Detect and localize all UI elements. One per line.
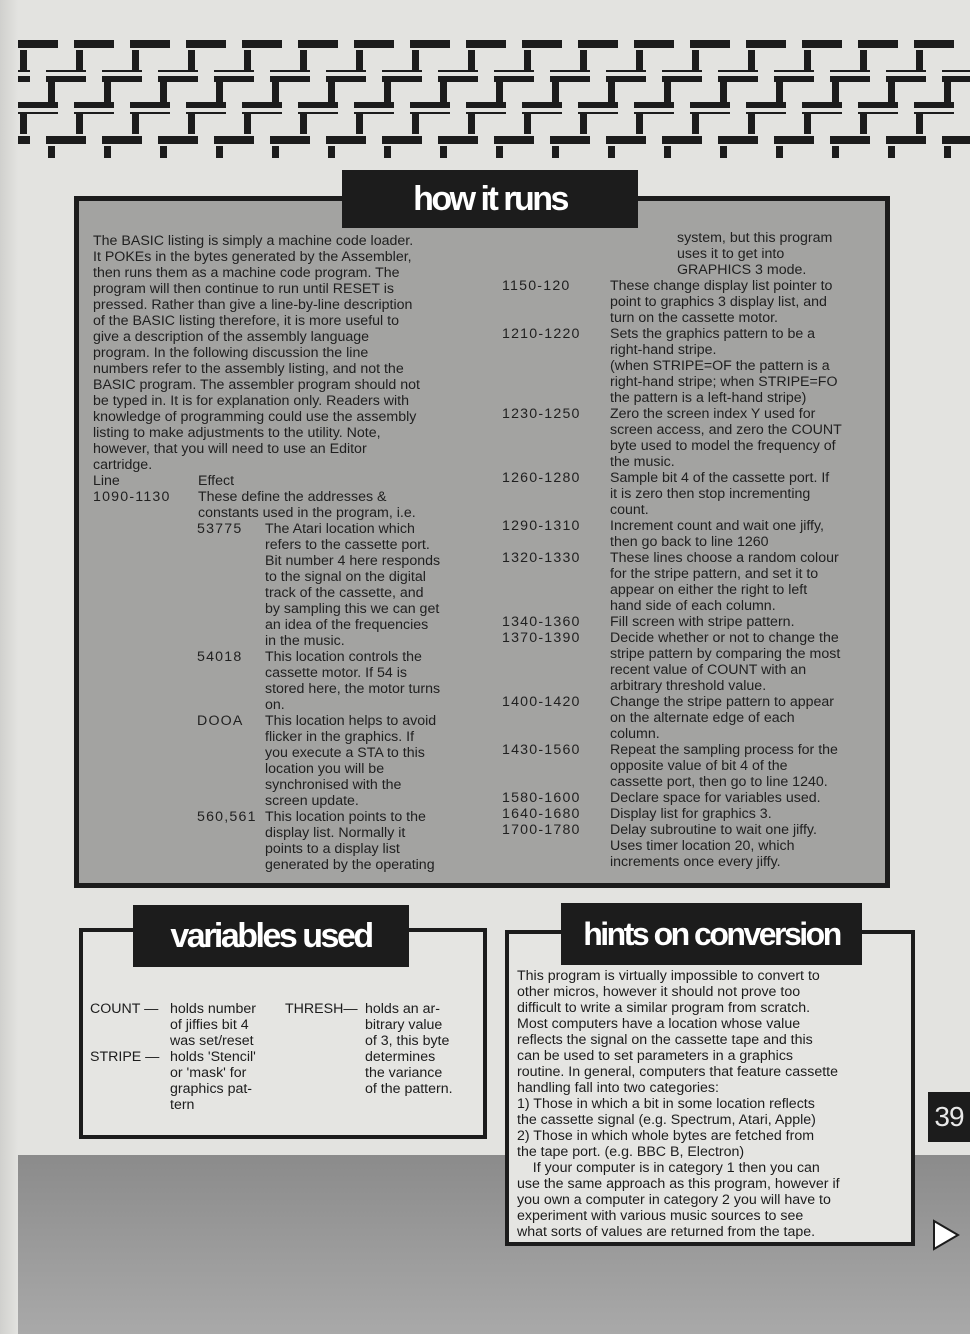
line-number: 1640-1680 xyxy=(502,806,581,822)
text-line: for the stripe pattern, and set it to xyxy=(610,566,819,582)
text-line: right-hand stripe; when STRIPE=FO xyxy=(610,374,838,390)
text-line: These change display list pointer to xyxy=(610,278,833,294)
line-effect xyxy=(610,518,887,550)
line-effect xyxy=(610,742,887,790)
text-line: cassette motor. If 54 is xyxy=(265,665,407,681)
line-entry xyxy=(502,470,887,518)
text-line: point to graphics 3 display list, and xyxy=(610,294,827,310)
line-effect xyxy=(610,822,887,870)
text-line: This location helps to avoid xyxy=(265,713,437,729)
variable-entry xyxy=(90,1001,280,1049)
line-effect xyxy=(610,550,887,614)
variables-right-column xyxy=(285,1001,475,1097)
text-line: the cassette signal (e.g. Spectrum, Atari, Apple) xyxy=(517,1112,816,1128)
line-effect xyxy=(610,806,887,822)
text-line: or 'mask' for xyxy=(170,1065,247,1081)
text-line: pressed. Rather than give a line-by-line description xyxy=(93,297,413,313)
text-line: Uses timer location 20, which xyxy=(610,838,795,854)
location-description xyxy=(265,649,487,713)
location-address: 53775 xyxy=(197,521,243,537)
line-entry xyxy=(502,630,887,694)
text-line: experiment with various music sources to see xyxy=(517,1208,804,1224)
text-line: numbers refer to the assembly listing, and not the xyxy=(93,361,404,377)
variable-description xyxy=(170,1001,280,1049)
continuation-text xyxy=(502,230,887,278)
text-line: synchronised with the xyxy=(265,777,402,793)
text-line: of 3, this byte xyxy=(365,1033,450,1049)
text-line: in the music. xyxy=(265,633,345,649)
line-number: 1090-1130 xyxy=(93,489,171,505)
text-line: generated by the operating xyxy=(265,857,435,873)
line-effect xyxy=(610,326,887,406)
text-line: use the same approach as this program, however if xyxy=(517,1176,840,1192)
text-line: This location controls the xyxy=(265,649,422,665)
text-line: holds 'Stencil' xyxy=(170,1049,256,1065)
text-line: track of the cassette, and xyxy=(265,585,424,601)
location-entry xyxy=(197,809,487,873)
text-line: constants used in the program, i.e. xyxy=(198,505,416,521)
column-headings xyxy=(93,473,485,489)
line-effect xyxy=(610,790,887,806)
location-description xyxy=(265,521,487,649)
text-line: by sampling this we can get xyxy=(265,601,440,617)
text-line: screen update. xyxy=(265,793,359,809)
entry-effect xyxy=(198,489,416,521)
hints-on-conversion-title: hints on conversion xyxy=(561,903,862,965)
variables-used-title: variables used xyxy=(133,905,409,967)
text-line: cartridge. xyxy=(93,457,153,473)
text-line: the variance xyxy=(365,1065,443,1081)
location-entry xyxy=(197,521,487,649)
text-line: then go back to line 1260 xyxy=(610,534,769,550)
intro-paragraph xyxy=(93,233,485,473)
line-number: 1210-1220 xyxy=(502,326,581,342)
text-line: refers to the cassette port. xyxy=(265,537,430,553)
decorative-stripe-header xyxy=(18,38,970,158)
variable-description xyxy=(170,1049,280,1113)
line-entry xyxy=(502,614,887,630)
line-effect xyxy=(610,614,887,630)
hints-body xyxy=(517,968,909,1240)
text-line: stripe pattern by comparing the most xyxy=(610,646,841,662)
text-line: turn on the cassette motor. xyxy=(610,310,778,326)
text-line: Increment count and wait one jiffy, xyxy=(610,518,824,534)
page-number: 39 xyxy=(928,1092,970,1142)
text-line: system, but this program xyxy=(677,230,833,246)
text-line: appear on either the right to left xyxy=(610,582,808,598)
text-line: was set/reset xyxy=(170,1033,254,1049)
line-entry-list xyxy=(502,278,887,870)
location-entry xyxy=(197,649,487,713)
line-number: 1150-120 xyxy=(502,278,571,294)
text-line: can be used to set parameters in a graphics xyxy=(517,1048,794,1064)
text-line: Bit number 4 here responds xyxy=(265,553,441,569)
text-line: graphics pat- xyxy=(170,1081,253,1097)
location-entry xyxy=(197,713,487,809)
text-line: holds number xyxy=(170,1001,256,1017)
variable-entry xyxy=(90,1049,280,1113)
variable-name: COUNT — xyxy=(90,1001,159,1017)
text-line: you own a computer in category 2 you will have to xyxy=(517,1192,831,1208)
text-line: opposite value of bit 4 of the xyxy=(610,758,788,774)
line-number: 1320-1330 xyxy=(502,550,581,566)
text-line: These lines choose a random colour xyxy=(610,550,839,566)
how-it-runs-right-column xyxy=(502,230,887,870)
text-line: difficult to write a similar program from scratch. xyxy=(517,1000,811,1016)
effect-heading: Effect xyxy=(198,473,235,489)
text-line: knowledge of programming could use the assembly xyxy=(93,409,417,425)
line-number: 1290-1310 xyxy=(502,518,581,534)
location-address: 560,561 xyxy=(197,809,257,825)
text-line: uses it to get into xyxy=(677,246,785,262)
text-line: location you will be xyxy=(265,761,385,777)
text-line: Most computers have a location whose value xyxy=(517,1016,801,1032)
line-number: 1700-1780 xyxy=(502,822,581,838)
text-line: This location points to the xyxy=(265,809,426,825)
page-left-shadow xyxy=(0,0,18,1334)
line-effect xyxy=(610,630,887,694)
text-line: then runs them as a machine code program. The xyxy=(93,265,400,281)
text-line: be typed in. It is for explanation only. Readers with xyxy=(93,393,409,409)
text-line: The Atari location which xyxy=(265,521,415,537)
location-list xyxy=(197,521,487,873)
text-line: stored here, the motor turns xyxy=(265,681,441,697)
text-line: on. xyxy=(265,697,285,713)
location-description xyxy=(265,809,487,873)
line-number: 1340-1360 xyxy=(502,614,581,630)
variable-name: STRIPE — xyxy=(90,1049,160,1065)
line-number: 1430-1560 xyxy=(502,742,581,758)
how-it-runs-title: how it runs xyxy=(342,170,638,228)
text-line: These define the addresses & xyxy=(198,489,387,505)
text-line: bitrary value xyxy=(365,1017,443,1033)
text-line: points to a display list xyxy=(265,841,400,857)
text-line: you execute a STA to this xyxy=(265,745,425,761)
text-line: of jiffies bit 4 xyxy=(170,1017,249,1033)
location-address: 54018 xyxy=(197,649,243,665)
variable-name: THRESH— xyxy=(285,1001,358,1017)
text-line: to the signal on the digital xyxy=(265,569,426,585)
line-number: 1370-1390 xyxy=(502,630,581,646)
text-line: Decide whether or not to change the xyxy=(610,630,839,646)
text-line: tern xyxy=(170,1097,195,1113)
next-page-arrow-icon[interactable] xyxy=(931,1218,961,1252)
line-entry xyxy=(502,550,887,614)
text-line: BASIC program. The assembler program should not xyxy=(93,377,420,393)
text-line: listing to make adjustments to the utility. Note, xyxy=(93,425,381,441)
location-address: DOOA xyxy=(197,713,244,729)
text-line: column. xyxy=(610,726,660,742)
text-line: program. In the following discussion the line xyxy=(93,345,369,361)
line-number: 1260-1280 xyxy=(502,470,581,486)
line-entry xyxy=(502,790,887,806)
line-heading: Line xyxy=(93,473,120,489)
text-line: hand side of each column. xyxy=(610,598,776,614)
text-line: the music. xyxy=(610,454,675,470)
text-line: an idea of the frequencies xyxy=(265,617,429,633)
line-entry xyxy=(502,326,887,406)
line-entry xyxy=(502,822,887,870)
line-effect xyxy=(610,406,887,470)
line-effect xyxy=(610,470,887,518)
variable-entry xyxy=(285,1001,475,1097)
text-line: routine. In general, computers that feature cassette xyxy=(517,1064,838,1080)
text-line: arbitrary threshold value. xyxy=(610,678,767,694)
text-line: increments once every jiffy. xyxy=(610,854,781,870)
text-line: Display list for graphics 3. xyxy=(610,806,772,822)
line-effect xyxy=(610,694,887,742)
text-line: count. xyxy=(610,502,649,518)
line-entry xyxy=(502,278,887,326)
text-line: recent value of COUNT with an xyxy=(610,662,807,678)
location-description xyxy=(265,713,487,809)
text-line: This program is virtually impossible to convert to xyxy=(517,968,820,984)
text-line: of the BASIC listing therefore, it is more useful to xyxy=(93,313,399,329)
text-line: GRAPHICS 3 mode. xyxy=(677,262,807,278)
line-number: 1230-1250 xyxy=(502,406,581,422)
text-line: 2) Those in which whole bytes are fetched from xyxy=(517,1128,815,1144)
text-line: 1) Those in which a bit in some location reflects xyxy=(517,1096,815,1112)
line-effect xyxy=(610,278,887,326)
line-number: 1580-1600 xyxy=(502,790,581,806)
line-entry xyxy=(502,742,887,790)
text-line: what sorts of values are returned from the tape. xyxy=(517,1224,816,1240)
text-line: It POKEs in the bytes generated by the Assembler, xyxy=(93,249,412,265)
text-line: determines xyxy=(365,1049,436,1065)
text-line: program will then continue to run until RESET is xyxy=(93,281,394,297)
text-line: reflects the signal on the cassette tape and this xyxy=(517,1032,813,1048)
line-entry xyxy=(502,406,887,470)
text-line: handling fall into two categories: xyxy=(517,1080,719,1096)
text-line: on the alternate edge of each xyxy=(610,710,795,726)
text-line: holds an ar- xyxy=(365,1001,440,1017)
text-line: display list. Normally it xyxy=(265,825,406,841)
text-line: the tape port. (e.g. BBC B, Electron) xyxy=(517,1144,745,1160)
text-line: however, that you will need to use an Editor xyxy=(93,441,367,457)
text-line: The BASIC listing is simply a machine code loader. xyxy=(93,233,414,249)
entry-1090-1130 xyxy=(93,489,485,521)
how-it-runs-left-column xyxy=(93,233,485,521)
text-line: other micros, however it should not prove too xyxy=(517,984,801,1000)
text-line: Repeat the sampling process for the xyxy=(610,742,838,758)
text-line: screen access, and zero the COUNT xyxy=(610,422,842,438)
line-entry xyxy=(502,694,887,742)
text-line: give a description of the assembly language xyxy=(93,329,370,345)
text-line: Change the stripe pattern to appear xyxy=(610,694,835,710)
line-entry xyxy=(502,806,887,822)
text-line: Delay subroutine to wait one jiffy. xyxy=(610,822,817,838)
text-line: flicker in the graphics. If xyxy=(265,729,415,745)
text-line: right-hand stripe. xyxy=(610,342,717,358)
variable-description xyxy=(365,1001,475,1097)
text-line: it is zero then stop incrementing xyxy=(610,486,811,502)
text-line: byte used to model the frequency of xyxy=(610,438,836,454)
line-entry xyxy=(502,518,887,550)
text-line: cassette port, then go to line 1240. xyxy=(610,774,828,790)
text-line: of the pattern. xyxy=(365,1081,453,1097)
text-line: Declare space for variables used. xyxy=(610,790,821,806)
text-line: Sets the graphics pattern to be a xyxy=(610,326,816,342)
text-line: (when STRIPE=OF the pattern is a xyxy=(610,358,830,374)
text-line: Fill screen with stripe pattern. xyxy=(610,614,795,630)
text-line: If your computer is in category 1 then you can xyxy=(517,1160,820,1176)
line-number: 1400-1420 xyxy=(502,694,581,710)
text-line: the pattern is a left-hand stripe) xyxy=(610,390,807,406)
text-line: Zero the screen index Y used for xyxy=(610,406,816,422)
variables-left-column xyxy=(90,1001,280,1113)
text-line: Sample bit 4 of the cassette port. If xyxy=(610,470,830,486)
